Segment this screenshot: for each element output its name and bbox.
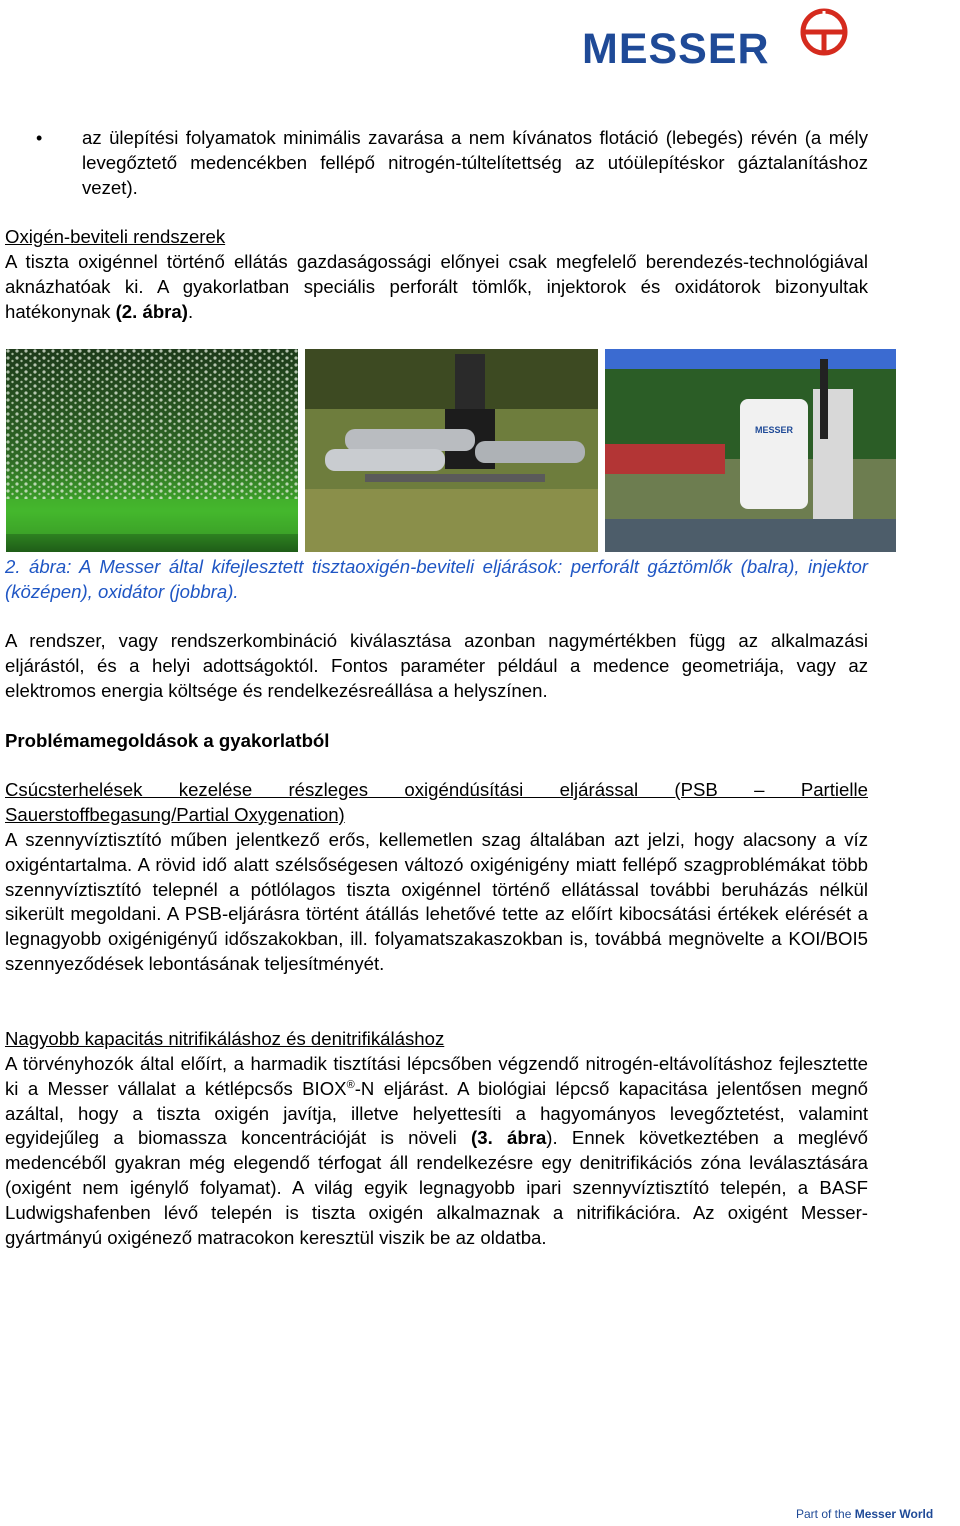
- section1-body-text: A tiszta oxigénnel történő ellátás gazdaságossági előnyei csak megfelelő berendezés-technológiával aknázhatóak ki. A gyakorlatban speciális perforált tömlők, injektorok és oxidátorok bizonyultak hatékonynak: [5, 251, 868, 322]
- footer-tagline: [796, 1507, 933, 1521]
- photo-injector: [305, 349, 598, 552]
- sub2-heading: Nagyobb kapacitás nitrifikáláshoz és denitrifikáláshoz: [5, 1028, 445, 1049]
- registered-mark: ®: [346, 1078, 355, 1091]
- section1-heading: Oxigén-beviteli rendszerek: [5, 226, 226, 247]
- tank-label: MESSER: [754, 425, 794, 435]
- messer-mark-icon: [798, 6, 850, 58]
- figure2-reference: (2. ábra): [115, 300, 188, 322]
- figure3-reference: (3. ábra: [471, 1127, 547, 1149]
- sub1-heading: Csúcsterhelések kezelése részleges oxigéndúsítási eljárással (PSB – Partielle Sauerstoffbegasung/Partial Oxygenation): [5, 779, 868, 825]
- footer-part1: Part of the: [796, 1507, 855, 1521]
- photo-oxidator: [605, 349, 896, 552]
- bullet-symbol: •: [36, 128, 43, 148]
- sub2-body-c: ). Ennek következtében a meglévő medencéből gyakran még elegendő térfogat áll rendelkezésre egy denitrifikációs zóna leválasztására (oxigént nem igénylő folyamat). A világ egyik legnagyobb ipari szennyvíztisztító telepén, a BASF Ludwigshafenben lévő telepén is tiszta oxigén alkalmaznak a nitrifikációra. Az oxigént Messer-gyártmányú oxigénező matracokon keresztül viszik be az oldatba.: [5, 1127, 868, 1248]
- section1-body: [5, 250, 868, 324]
- sub2-body: [5, 1052, 868, 1250]
- sub2-body-a: A törvényhozók által előírt, a harmadik tisztítási lépcsőben végzendő nitrogén-eltávolításhoz fejlesztette ki a Messer vállalat a kétlépcsős BIOX: [5, 1053, 868, 1099]
- figure-caption: 2. ábra: A Messer által kifejlesztett tisztaoxigén-beviteli eljárások: perforált gáztömlők (balra), injektor (középen), oxidátor (jobbra).: [5, 556, 868, 602]
- photo-perforated-hoses: [6, 349, 298, 552]
- section1-body-end: .: [187, 300, 194, 322]
- bullet-text: az ülepítési folyamatok minimális zavarása a nem kívánatos flotáció (lebegés) révén (a mély levegőztető medencékben fellépő nitrogén-túltelítettség az utóülepítéskor gáztalanításhoz vezet).: [82, 127, 868, 198]
- sub2-body-b: -N eljárást. A biológiai lépcső kapacitása jelentősen megnő azáltal, hogy a tiszta oxigén javítja, illetve helyettesíti a hagyományos levegőztetést, valamint egyidejűleg a biomassza koncentrációját is növeli: [5, 1077, 868, 1149]
- sub1-body: A szennyvíztisztító műben jelentkező erős, kellemetlen szag általában azt jelzi, hogy alacsony a víz oxigéntartalma. A rövid idő alatt szélsőségesen változó oxigénigény miatt fellépő szagproblémákat több szennyvíztisztító telepnél a pótlólagos tiszta oxigénnel történő ellátással további beruházás nélkül sikerült megoldani. A PSB-eljárásra történt átállás lehetővé tette az előírt kibocsátási értékek elérését a legnagyobb oxigénigényű időszakokban, ill. folyamatszakaszokban is, továbbá megnövelte a KOI/BOI5 szennyeződések lebontásának teljesítményét.: [5, 829, 868, 974]
- messer-logo: [582, 6, 854, 73]
- logo-text: MESSER: [582, 25, 770, 73]
- section2-heading: Problémamegoldások a gyakorlatból: [5, 730, 330, 751]
- footer-part2: Messer World: [854, 1507, 934, 1521]
- paragraph-2: A rendszer, vagy rendszerkombináció kiválasztása azonban nagymértékben függ az alkalmazási eljárástól, és a helyi adottságoktól. Fontos paraméter például a medence geometriája, vagy az elektromos energia költsége és rendelkezésreállása a helyszínen.: [5, 630, 868, 701]
